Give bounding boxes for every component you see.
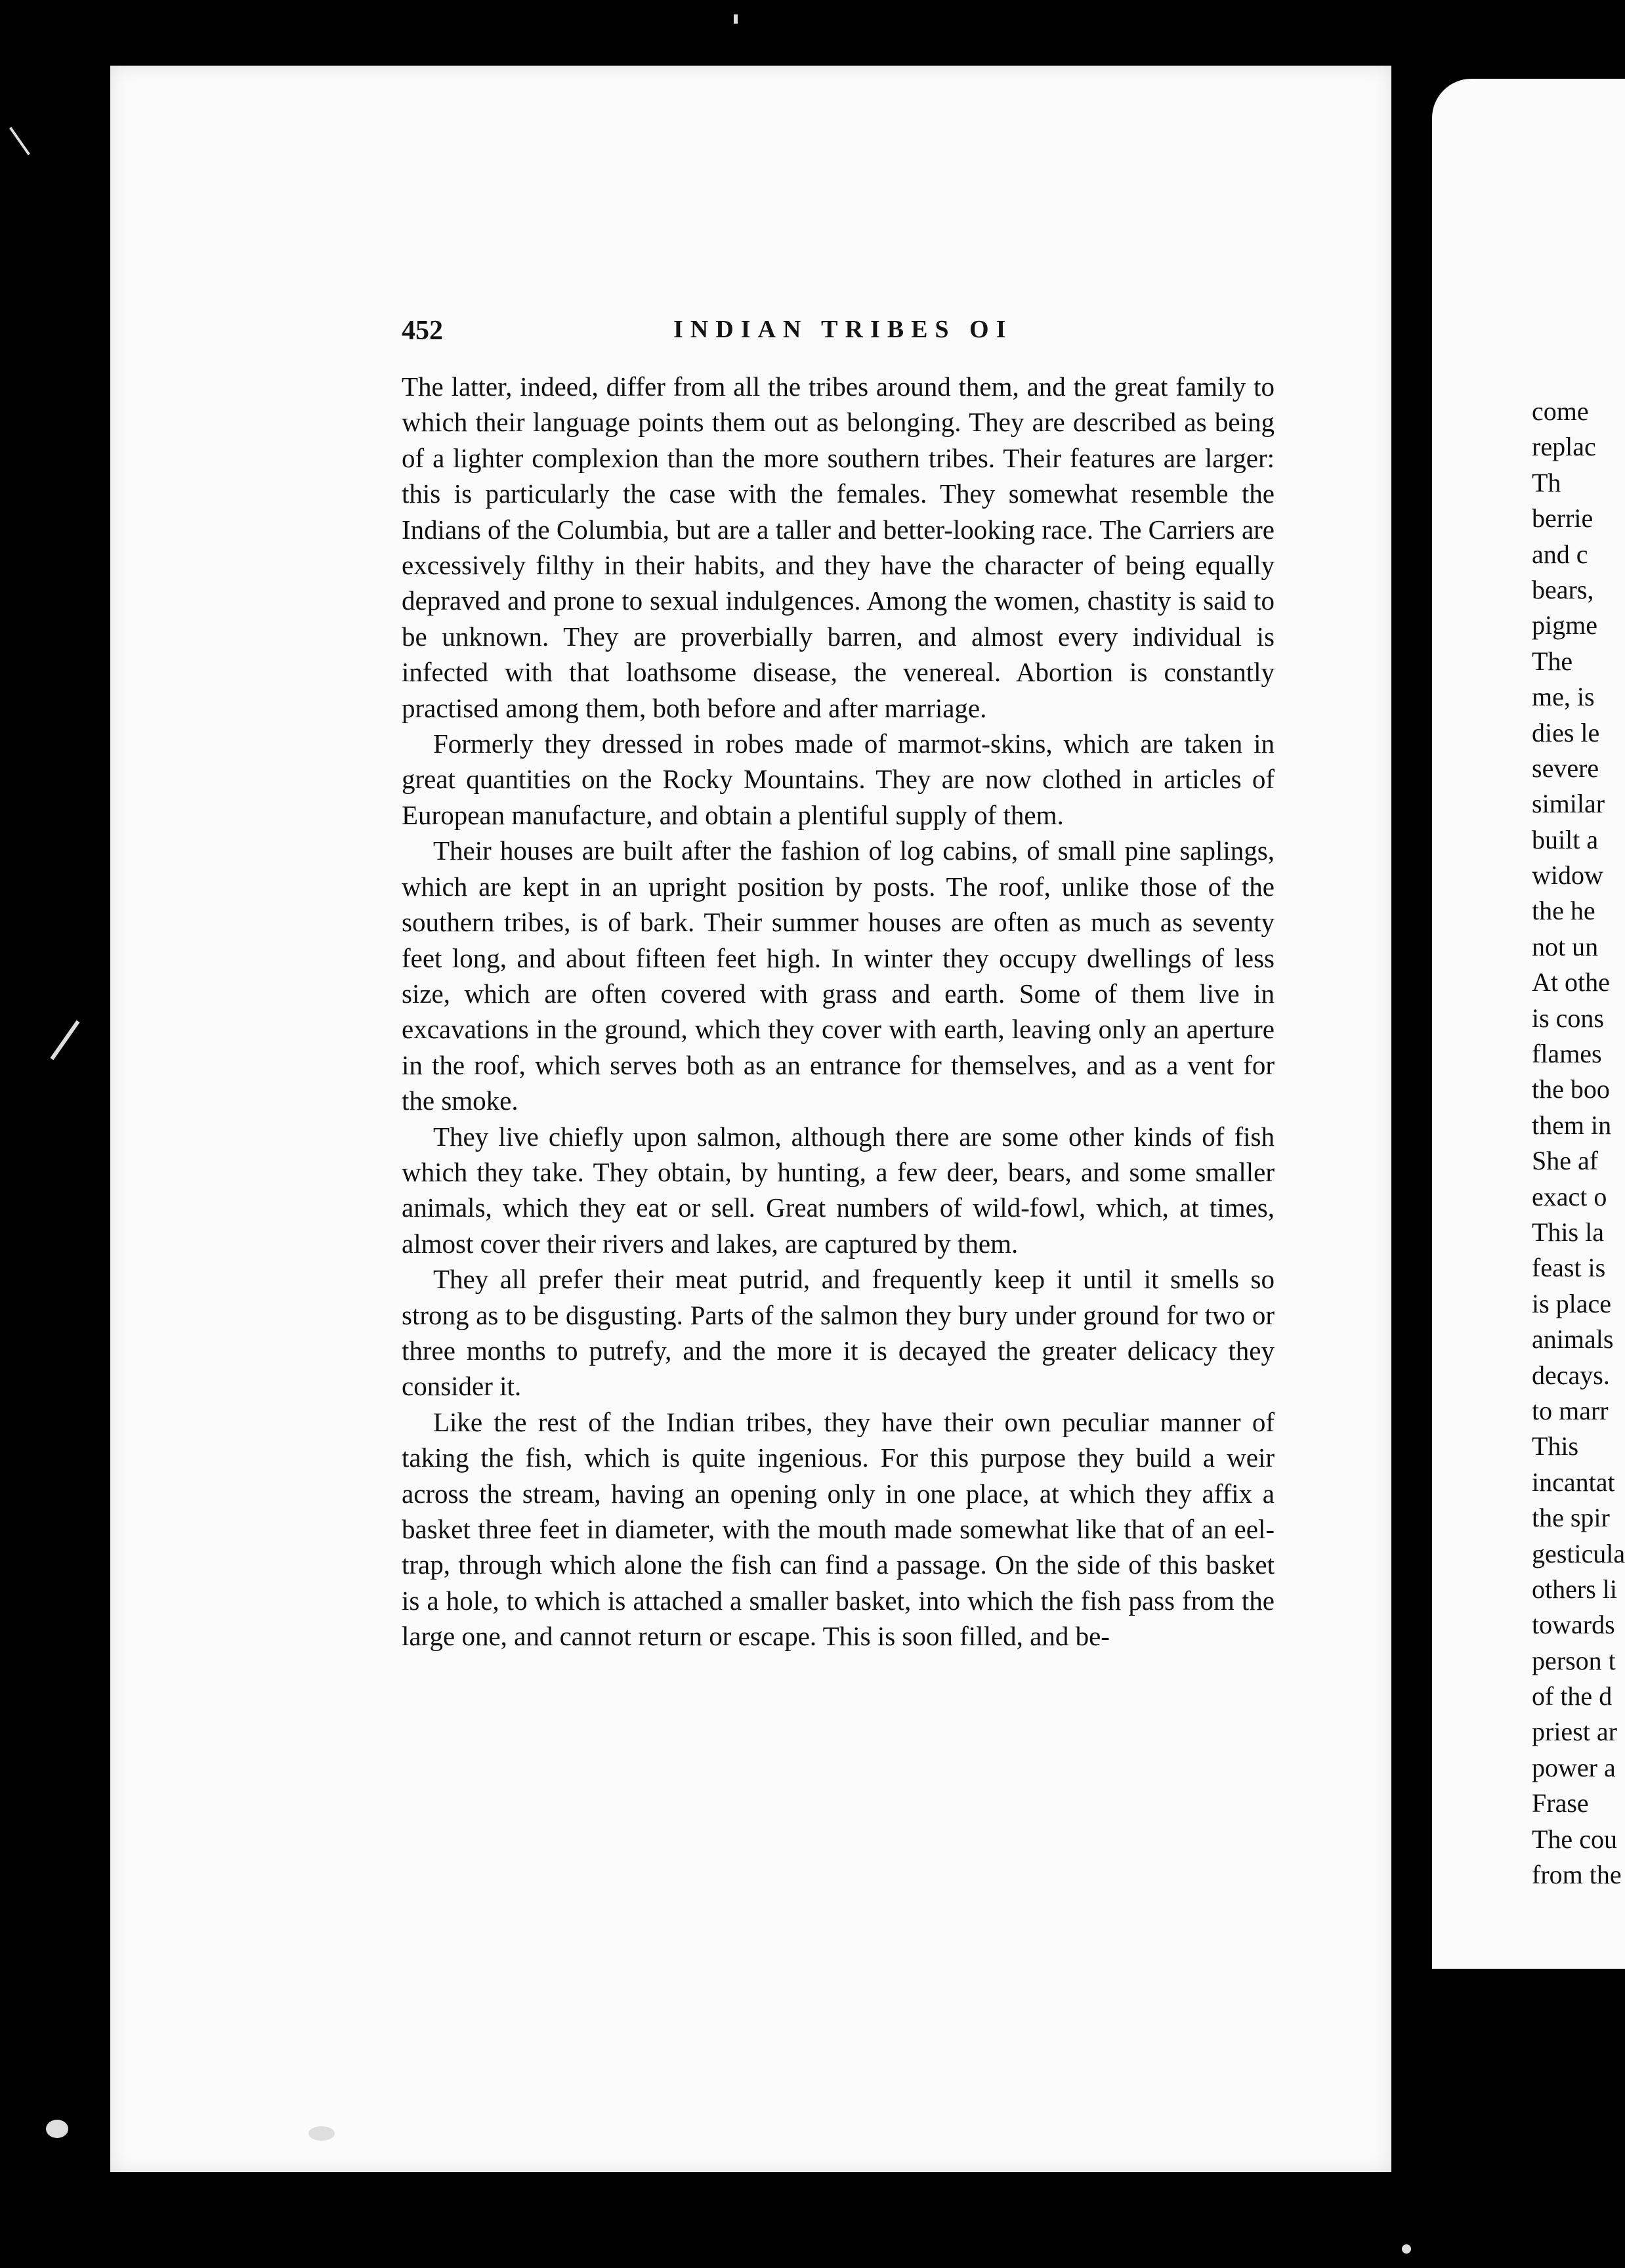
right-page-line: from the: [1532, 1860, 1622, 1890]
right-page-line: dies le: [1532, 717, 1600, 747]
right-page-line: me, is: [1532, 682, 1595, 712]
paragraph: Like the rest of the Indian tribes, they have their own peculiar manner of taking the fish, which is quite ingenious. For this purpose they build a weir across the stream, having an opening only in one place, at which they affix a basket three feet in diameter, with the mouth made somewhat like that of an eel-trap, through which alone the fish can find a passage. On the side of this basket is a hole, to which is attached a smaller basket, into which the fish pass from the large one, and cannot return or escape. This is soon filled, and be-: [402, 1406, 1275, 1652]
right-page-line: built a: [1532, 824, 1599, 854]
right-page-line: person t: [1532, 1645, 1616, 1675]
right-page-line: replac: [1532, 432, 1596, 462]
right-page-line: flames: [1532, 1039, 1602, 1069]
right-page-line: incantat: [1532, 1467, 1615, 1497]
right-page-line: to marr: [1532, 1395, 1609, 1425]
right-page-line: This la: [1532, 1217, 1604, 1247]
right-page-line: feast is: [1532, 1253, 1606, 1283]
right-page-line: widow: [1532, 860, 1603, 891]
paragraph: They all prefer their meat putrid, and frequently keep it until it smells so strong as to be disgusting. Parts of the salmon they bury under ground for two or three months to putrefy, and the more it is decayed the greater delicacy they consider it.: [402, 1264, 1275, 1402]
right-page-line: and c: [1532, 539, 1588, 569]
scan-speck: [734, 14, 738, 24]
right-page-line: This: [1532, 1431, 1579, 1461]
right-page-line: At othe: [1532, 967, 1610, 998]
right-page-line: exact o: [1532, 1181, 1607, 1211]
right-page-text: [1532, 394, 1625, 1893]
right-page-line: the boo: [1532, 1074, 1610, 1104]
right-page-line: bears,: [1532, 574, 1594, 604]
scan-speck: [308, 2126, 335, 2141]
running-head-title: INDIAN TRIBES OI: [673, 316, 1013, 343]
paragraph: Their houses are built after the fashion of log cabins, of small pine saplings, which are kept in an upright position by posts. The roof, unlike those of the southern tribes, is of bark. Their summer houses are often as much as seventy feet long, and about fifteen feet high. In winter they occupy dwellings of less size, which are often covered with grass and earth. Some of them live in excavations in the ground, which they cover with earth, leaving only an aperture in the roof, which serves both as an entrance for themselves, and as a vent for the smoke.: [402, 835, 1275, 1116]
right-page-line: power a: [1532, 1752, 1616, 1782]
scan-speck: [1402, 2244, 1411, 2254]
paragraph: They live chiefly upon salmon, although there are some other kinds of fish which they take. They obtain, by hunting, a few deer, bears, and some smaller animals, which they eat or sell. Great numbers of wild-fowl, which, at times, almost cover their rivers and lakes, are captured by them.: [402, 1121, 1275, 1259]
right-page-line: The: [1532, 646, 1573, 676]
right-page-line: them in: [1532, 1110, 1612, 1140]
right-page-line: severe: [1532, 753, 1599, 783]
running-head: [402, 315, 1275, 354]
right-page-line: decays.: [1532, 1360, 1610, 1390]
right-page-line: of the d: [1532, 1681, 1613, 1712]
right-page-line: animals: [1532, 1324, 1614, 1354]
scan-speck: [9, 127, 30, 155]
right-page-line: Th: [1532, 467, 1561, 497]
right-page-line: towards: [1532, 1610, 1615, 1640]
right-page-line: priest ar: [1532, 1717, 1617, 1747]
right-page-line: come: [1532, 396, 1589, 426]
right-page-line: similar: [1532, 789, 1605, 819]
right-page-line: berrie: [1532, 503, 1593, 534]
right-page-line: Frase: [1532, 1788, 1589, 1818]
right-page-line: the he: [1532, 896, 1595, 926]
scan-speck: [46, 2120, 68, 2138]
body-text: [402, 369, 1275, 1654]
page-number: 452: [402, 316, 443, 346]
paragraph: The latter, indeed, differ from all the tribes around them, and the great family to which their language points them out as belonging. They are described as being of a lighter complexion than the more southern tribes. Their features are larger: this is particularly the case with the females. They somewhat resemble the Indians of the Columbia, but are a taller and better-looking race. The Carriers are excessively filthy in their habits, and they have the character of being equally depraved and prone to sexual indulgences. Among the women, chastity is said to be unknown. They are proverbially barren, and almost every individual is infected with that loathsome disease, the venereal. Abortion is constantly practised among them, both before and after marriage.: [402, 371, 1275, 723]
scan-speck: [50, 1020, 79, 1060]
right-page-line: The cou: [1532, 1824, 1617, 1854]
right-page-line: others li: [1532, 1574, 1617, 1604]
paragraph: Formerly they dressed in robes made of marmot-skins, which are taken in great quantities on the Rocky Mountains. They are now clothed in articles of European manufacture, and obtain a plentiful supply of them.: [402, 728, 1275, 830]
right-page-line: is place: [1532, 1288, 1612, 1318]
right-page-line: is cons: [1532, 1003, 1604, 1033]
right-page-line: She af: [1532, 1146, 1599, 1176]
right-page-line: the spir: [1532, 1503, 1610, 1533]
right-page-line: pigme: [1532, 610, 1597, 640]
right-page-line: gesticula: [1532, 1538, 1625, 1568]
right-page-line: not un: [1532, 931, 1599, 961]
